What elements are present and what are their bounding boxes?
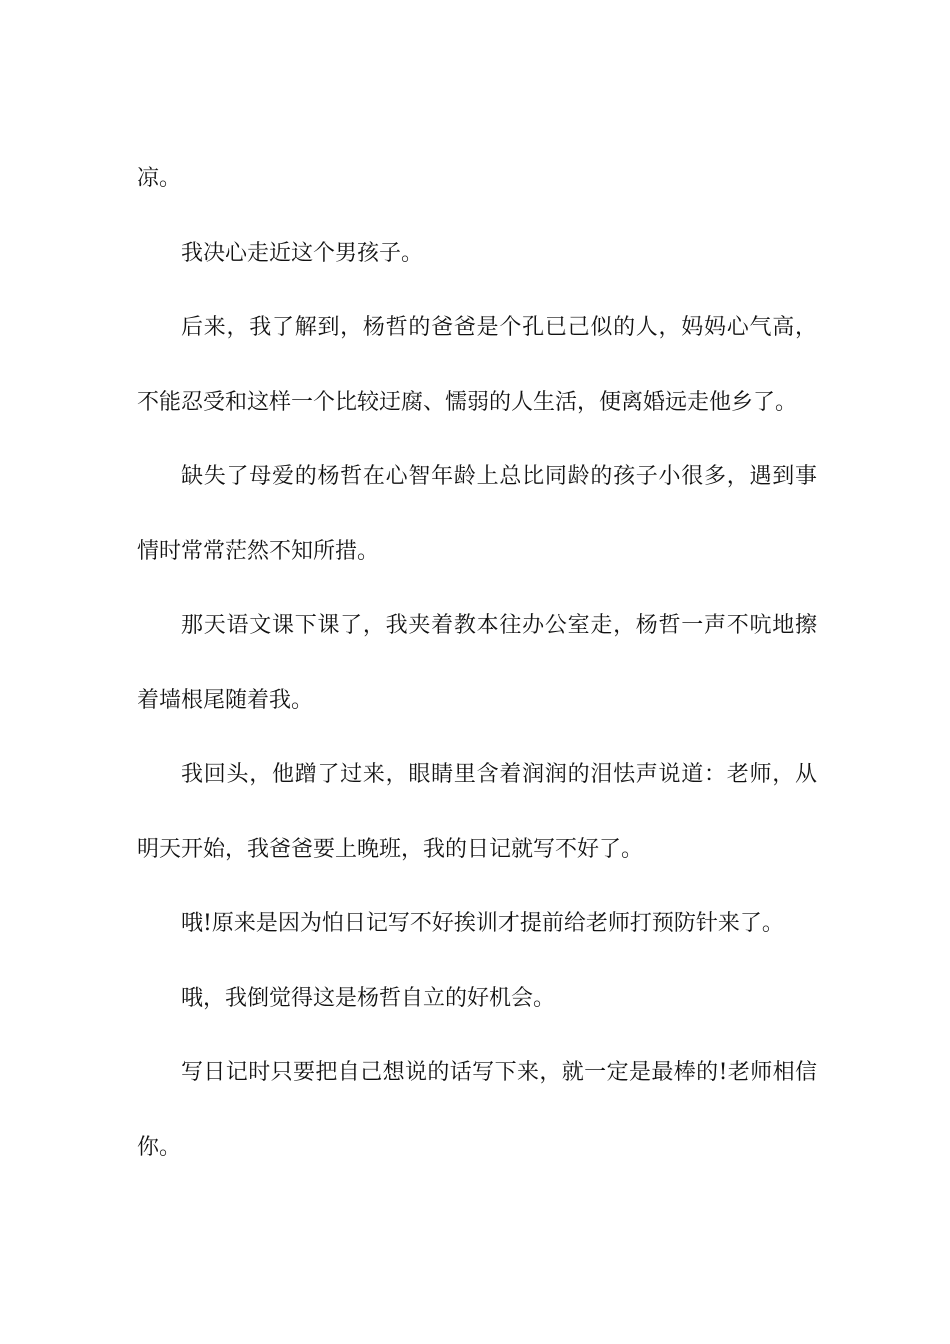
paragraph-3: 后来，我了解到，杨哲的爸爸是个孔已己似的人，妈妈心气高，不能忍受和这样一个比较迂腐、懦弱的人生活，便离婚远走他乡了。 <box>137 315 817 415</box>
paragraph-2: 我决心走近这个男孩子。 <box>181 240 424 266</box>
paragraph-6: 我回头，他蹭了过来，眼睛里含着润润的泪怯声说道：老师，从明天开始，我爸爸要上晚班，我的日记就写不好了。 <box>137 762 817 862</box>
paragraph-8: 哦，我倒觉得这是杨哲自立的好机会。 <box>181 985 556 1011</box>
paragraph-1: 凉。 <box>137 166 182 191</box>
paragraph-5: 那天语文课下课了，我夹着教本往办公室走，杨哲一声不吭地擦着墙根尾随着我。 <box>137 613 817 713</box>
document-body <box>137 142 817 1185</box>
paragraph-9: 写日记时只要把自己想说的话写下来，就一定是最棒的!老师相信你。 <box>137 1060 817 1160</box>
paragraph-4: 缺失了母爱的杨哲在心智年龄上总比同龄的孩子小很多，遇到事情时常常茫然不知所措。 <box>137 464 817 564</box>
paragraph-7: 哦!原来是因为怕日记写不好挨训才提前给老师打预防针来了。 <box>181 911 784 936</box>
